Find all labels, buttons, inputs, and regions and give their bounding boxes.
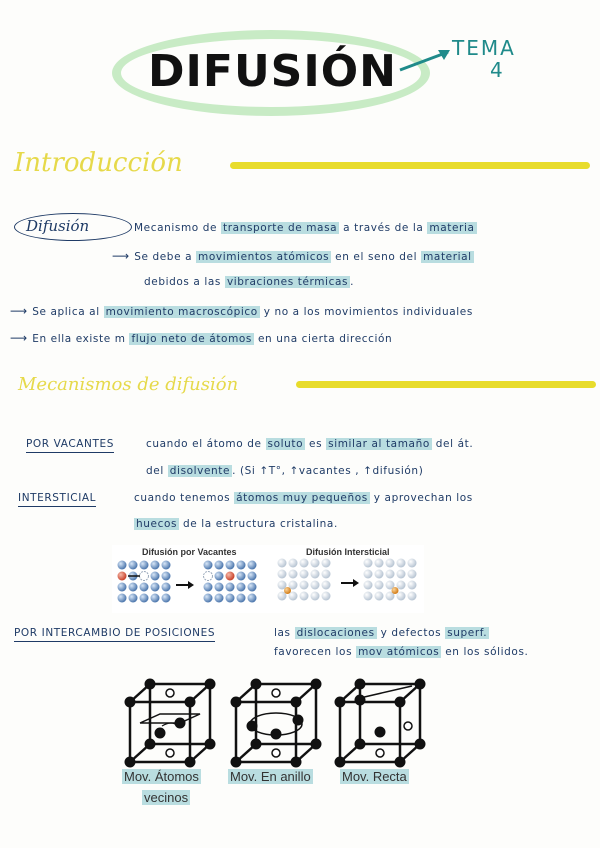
arrow-right-icon: ⟶ (10, 304, 33, 318)
atom (140, 572, 149, 581)
atom (118, 583, 127, 592)
definition-line-2: ⟶ Se debe a movimientos atómicos en el seno del material (112, 249, 472, 263)
caption-straight: Mov. Recta (342, 769, 407, 784)
intersticial-line-1: cuando tenemos átomos muy pequeños y aprovechan los (134, 492, 473, 504)
diffusion-lattice-diagram (112, 557, 424, 613)
arrow-right-icon (176, 581, 194, 589)
atom (215, 561, 224, 570)
atom (140, 561, 149, 570)
atom (364, 581, 373, 590)
diffusion-figure (112, 545, 424, 613)
atom (237, 572, 246, 581)
atom (226, 583, 235, 592)
atom (397, 570, 406, 579)
tema-label: TEMA (452, 36, 516, 60)
intro-heading: Introducción (14, 148, 183, 178)
caption-ring: Mov. En anillo (230, 769, 311, 784)
atom (215, 572, 224, 581)
mechanisms-heading: Mecanismos de difusión (18, 374, 239, 395)
atom (311, 570, 320, 579)
atom (162, 561, 171, 570)
arrow-right-icon: ⟶ (112, 249, 135, 263)
atom (118, 572, 127, 581)
atom (300, 592, 309, 601)
atom (408, 570, 417, 579)
caption-neighbors-1: Mov. Átomos (124, 769, 199, 784)
atom (408, 581, 417, 590)
atom (300, 559, 309, 568)
atom (322, 581, 331, 590)
vacantes-line-2: del disolvente . (Si ↑T°, ↑vacantes , ↑difusión) (146, 465, 424, 477)
intercambio-line-1: las dislocaciones y defectos superf. (274, 627, 488, 639)
tema-number: 4 (490, 58, 503, 82)
atom (311, 581, 320, 590)
atom (226, 572, 235, 581)
arrow-right-icon: ⟶ (10, 331, 33, 345)
atom (248, 594, 257, 603)
cube-straight-diagram (332, 676, 428, 768)
arrow-icon (398, 44, 458, 74)
atom (300, 581, 309, 590)
atom (118, 561, 127, 570)
intersticial-line-2: huecos de la estructura cristalina. (136, 518, 338, 530)
atom (151, 572, 160, 581)
atom (140, 594, 149, 603)
apply-line-1: ⟶ Se aplica al movimiento macroscópico y no a los movimientos individuales (10, 304, 473, 318)
atom (118, 594, 127, 603)
atom (408, 559, 417, 568)
interstitial-before-lattice (278, 559, 331, 601)
atom (322, 592, 331, 601)
atom (397, 592, 406, 601)
atom (278, 559, 287, 568)
atom (278, 570, 287, 579)
atom (226, 594, 235, 603)
atom (162, 572, 171, 581)
interstitial-atom (284, 587, 291, 594)
atom (237, 561, 246, 570)
atom (386, 570, 395, 579)
apply-line-2: ⟶ En ella existe m flujo neto de átomos en una cierta dirección (10, 331, 393, 345)
intersticial-label: INTERSTICIAL (18, 492, 96, 507)
atom (129, 561, 138, 570)
atom (364, 570, 373, 579)
atom (289, 570, 298, 579)
atom (375, 570, 384, 579)
cube-ring-diagram (228, 676, 324, 768)
mechanisms-underline (296, 381, 596, 388)
atom (204, 594, 213, 603)
vacancy-figure-title: Difusión por Vacantes (142, 547, 237, 557)
atom (248, 572, 257, 581)
atom (129, 594, 138, 603)
caption-neighbors-2: vecinos (144, 790, 189, 805)
atom (151, 561, 160, 570)
interstitial-figure-title: Difusión Intersticial (306, 547, 390, 557)
intercambio-line-2: favorecen los mov atómicos en los sólidos. (274, 646, 529, 658)
atom (322, 570, 331, 579)
atom (322, 559, 331, 568)
atom (129, 583, 138, 592)
atom (386, 559, 395, 568)
atom (140, 583, 149, 592)
atom (375, 581, 384, 590)
vacantes-line-1: cuando el átomo de soluto es similar al tamaño del át. (146, 438, 474, 450)
atom (204, 572, 213, 581)
atom (237, 594, 246, 603)
intro-underline (230, 162, 590, 169)
definition-line-1: Mecanismo de transporte de masa a través de la materia (134, 222, 475, 234)
atom (237, 583, 246, 592)
atom (375, 592, 384, 601)
vacancy-after-lattice (204, 561, 257, 603)
cube-neighbors-diagram (122, 676, 218, 768)
definition-line-3: debidos a las vibraciones térmicas . (144, 276, 355, 288)
atom (248, 561, 257, 570)
atom (289, 559, 298, 568)
vacancy-before-lattice (118, 561, 171, 603)
atom (151, 594, 160, 603)
intercambio-label: POR INTERCAMBIO DE POSICIONES (14, 627, 215, 642)
arrow-right-icon (341, 579, 359, 587)
term-label: Difusión (26, 217, 90, 235)
atom (311, 592, 320, 601)
atom (397, 581, 406, 590)
atom (204, 583, 213, 592)
atom (248, 583, 257, 592)
atom (364, 559, 373, 568)
atom (151, 583, 160, 592)
interstitial-atom (392, 587, 399, 594)
atom (311, 559, 320, 568)
atom (375, 559, 384, 568)
page-title: DIFUSIÓN (148, 46, 397, 97)
atom (162, 583, 171, 592)
atom (364, 592, 373, 601)
atom (162, 594, 171, 603)
atom (397, 559, 406, 568)
atom (408, 592, 417, 601)
atom (204, 561, 213, 570)
vacantes-label: POR VACANTES (26, 438, 114, 453)
atom (215, 583, 224, 592)
interstitial-after-lattice (364, 559, 417, 601)
atom (215, 594, 224, 603)
atom (226, 561, 235, 570)
atom (300, 570, 309, 579)
